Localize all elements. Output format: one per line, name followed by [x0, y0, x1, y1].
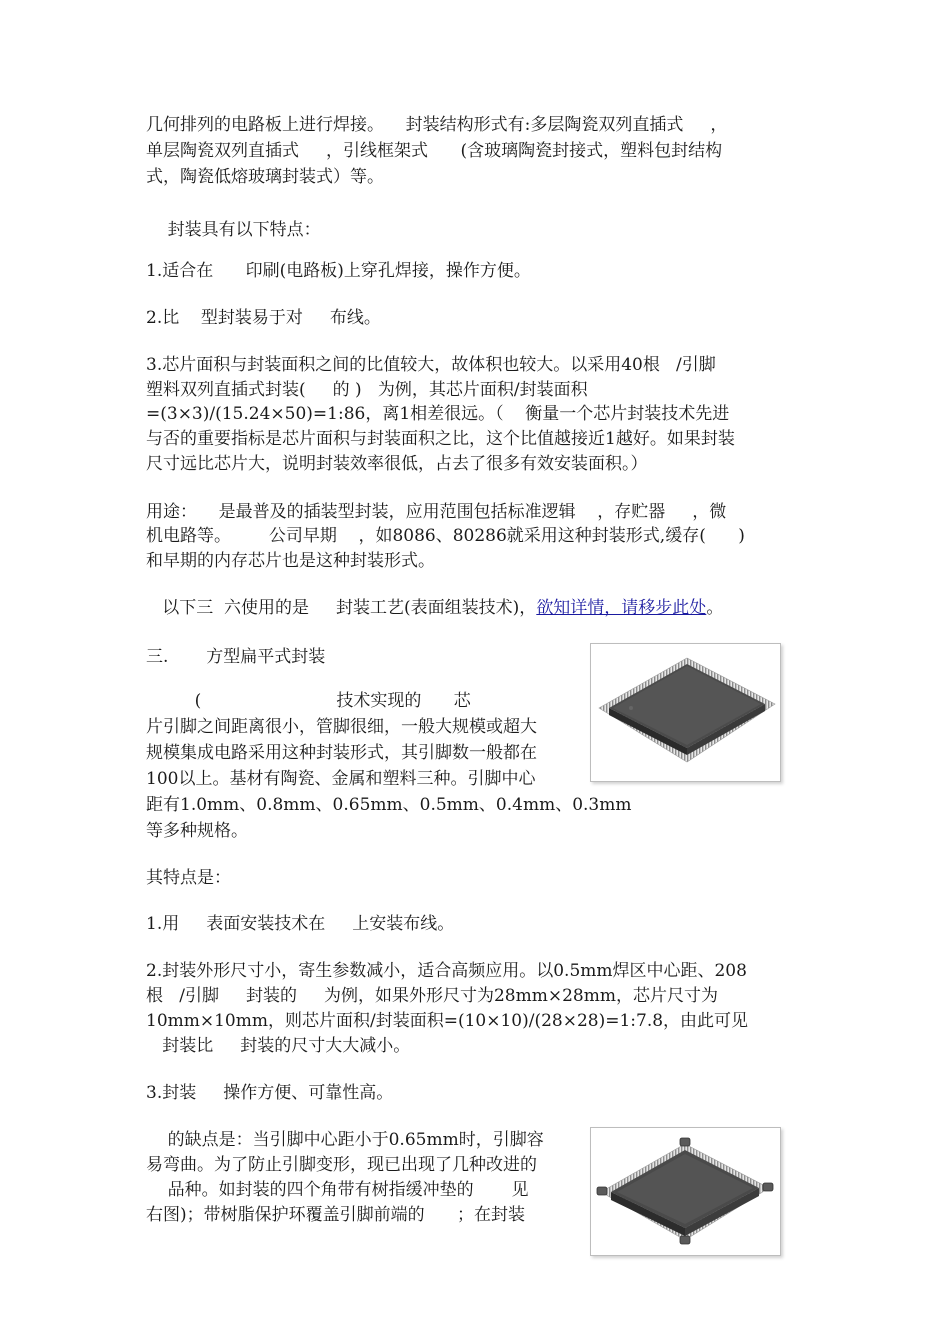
smt-note [146, 597, 723, 619]
text-line: 易弯曲。为了防止引脚变形，现已出现了几种改进的 [146, 1155, 537, 1175]
text-line: 100以上。基材有陶瓷、金属和塑料三种。引脚中心 [146, 769, 536, 789]
text-line: 式，陶瓷低熔玻璃封装式）等。 [146, 167, 384, 187]
text-line: 等多种规格。 [146, 821, 248, 841]
text-line: 尺寸远比芯片大，说明封装效率很低，占去了很多有效安装面积。） [146, 454, 648, 474]
text-line: 和早期的内存芯片也是这种封装形式。 [146, 551, 435, 571]
text-line: 右图)；带树脂保护环覆盖引脚前端的 ；在封装 [146, 1205, 526, 1225]
qfp-feature-1: 1.用 表面安装技术在 上安装布线。 [146, 914, 455, 934]
qfp-chip-image [590, 643, 781, 782]
feature-item-1: 1.适合在 印刷(电路板)上穿孔焊接，操作方便。 [146, 261, 531, 281]
text-line: 几何排列的电路板上进行焊接。 封装结构形式有:多层陶瓷双列直插式 ， [146, 115, 728, 135]
text-line: 机电路等。 公司早期 ，如8086、80286就采用这种封装形式,缓存( ) [146, 526, 745, 546]
text-line: 根 /引脚 封装的 为例，如果外形尺寸为28mm×28mm，芯片尺寸为 [146, 986, 718, 1006]
text-line: 用途： 是最普及的插装型封装，应用范围包括标准逻辑 ，存贮器 ，微 [146, 502, 727, 522]
text-line: 距有1.0mm、0.8mm、0.65mm、0.5mm、0.4mm、0.3mm [146, 795, 632, 815]
text-line: 封装比 封装的尺寸大大减小。 [146, 1036, 411, 1056]
smt-note-text: 以下三 六使用的是 封装工艺(表面组装技术)， [146, 598, 537, 618]
text-line: 规模集成电路采用这种封装形式，其引脚数一般都在 [146, 743, 537, 763]
text-line: 2.封装外形尺寸小，寄生参数减小，适合高频应用。以0.5mm焊区中心距、208 [146, 961, 747, 981]
section-heading: 三. 方型扁平式封装 [146, 647, 326, 667]
text-line: 塑料双列直插式封装( 的 ) 为例，其芯片面积/封装面积 [146, 380, 588, 400]
details-link[interactable]: 欲知详情，请移步此处 [536, 598, 707, 618]
feature-item-2: 2.比 型封装易于对 布线。 [146, 308, 381, 328]
text-line: 的缺点是：当引脚中心距小于0.65mm时，引脚容 [146, 1130, 544, 1150]
text-line: 单层陶瓷双列直插式 ，引线框架式 (含玻璃陶瓷封接式，塑料包封结构 [146, 141, 723, 161]
qfp-feature-3: 3.封装 操作方便、可靠性高。 [146, 1083, 394, 1103]
text-line: ( 技术实现的 芯 [146, 691, 471, 711]
bqfp-chip-image [590, 1127, 781, 1256]
text-line: 3.芯片面积与封装面积之间的比值较大，故体积也较大。以采用40根 /引脚 [146, 355, 716, 375]
text-line: 10mm×10mm，则芯片面积/封装面积=(10×10)/(28×28)=1:7.8，由此可见 [146, 1011, 749, 1031]
smt-note-end: 。 [706, 598, 724, 618]
text-line: 与否的重要指标是芯片面积与封装面积之比，这个比值越接近1越好。如果封装 [146, 429, 735, 449]
features-heading: 封装具有以下特点： [146, 220, 321, 240]
qfp-features-heading: 其特点是： [146, 868, 231, 888]
text-line: 片引脚之间距离很小，管脚很细，一般大规模或超大 [146, 717, 537, 737]
text-line: =(3×3)/(15.24×50)=1:86，离1相差很远。（ 衡量一个芯片封装技术先进 [146, 404, 730, 424]
text-line: 品种。如封装的四个角带有树指缓冲垫的 见 [146, 1180, 529, 1200]
